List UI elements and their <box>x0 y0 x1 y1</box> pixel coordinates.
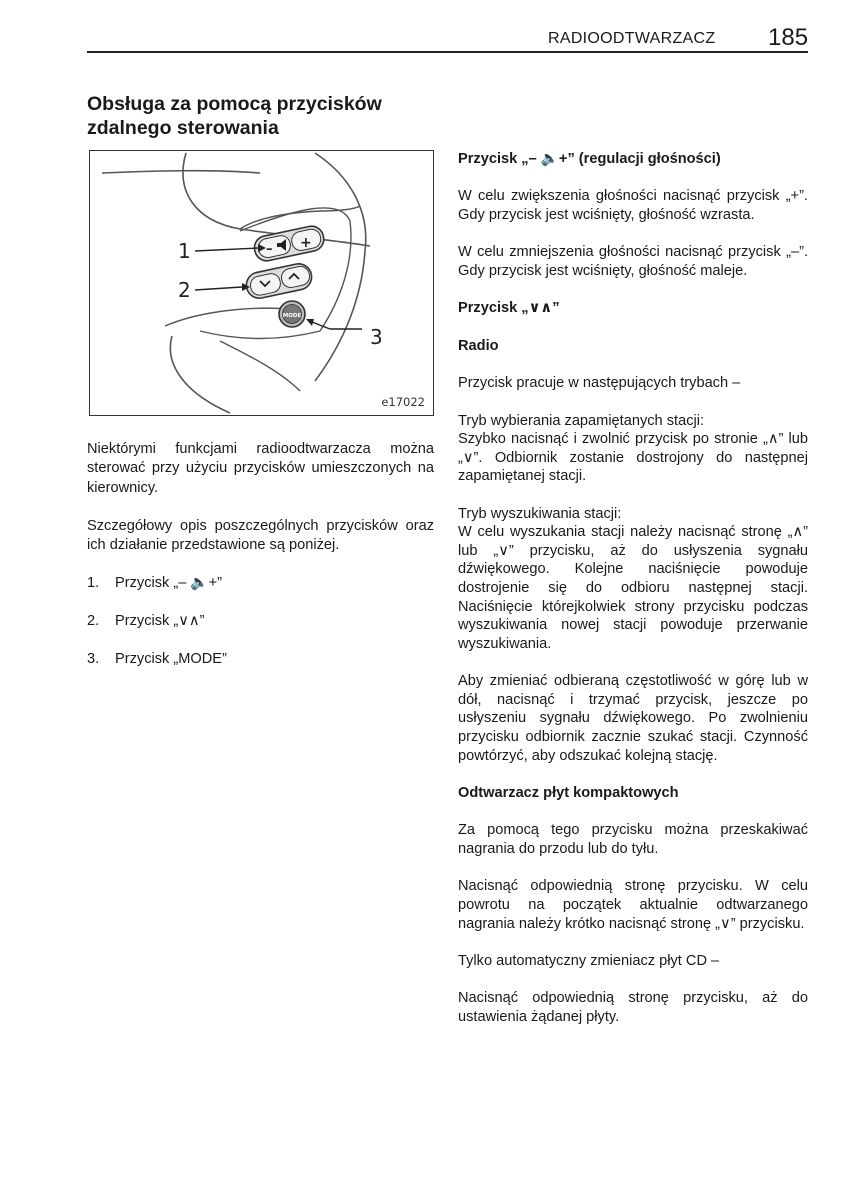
section-title <box>87 92 427 140</box>
seek-button-illustration <box>244 261 314 300</box>
seek-title: Tryb wyszukiwania stacji: <box>458 505 622 522</box>
volume-up-paragraph: W celu zwiększenia głośności nacisnąć przycisk „+”. Gdy przycisk jest wciśnięty, głośność wzrasta. <box>458 188 808 223</box>
figure-code: e17022 <box>381 395 425 409</box>
changer-paragraph: Tylko automatyczny zmieniacz płyt CD – <box>458 952 720 969</box>
callout-number-3: 3 <box>370 325 383 349</box>
steering-wheel-figure <box>89 150 434 416</box>
list-item-text: Przycisk „MODE” <box>115 651 227 668</box>
wheel-rim-inner <box>183 153 370 246</box>
list-item-number: 2. <box>87 613 100 630</box>
details-paragraph: Szczegółowy opis poszczególnych przycisków oraz ich działanie przedstawione są poniżej. <box>87 517 434 554</box>
wheel-spoke-right <box>315 251 365 381</box>
section-title-line1: Obsługa za pomocą przycisków <box>87 93 382 115</box>
page-number: 185 <box>768 24 809 51</box>
cd-paragraph-2: Nacisnąć odpowiednią stronę przycisku. W celu powrotu na początek aktualnie odtwarzanego nagrania należy krótko nacisnąć stronę „∨” przycisku. <box>458 878 808 932</box>
steering-wheel-illustration <box>90 151 432 414</box>
right-column <box>458 150 808 1027</box>
callout-line-1 <box>195 248 258 251</box>
callout-line-3a <box>312 322 330 329</box>
intro-paragraph: Niektórymi funkcjami radioodtwarzacza można sterować przy użyciu przycisków umieszczonych na kierownicy. <box>87 441 434 496</box>
cd-heading: Odtwarzacz płyt kompaktowych <box>458 785 679 802</box>
arrow-3-icon <box>306 319 314 326</box>
list-item-text: Przycisk „– 🔈+” <box>115 575 222 592</box>
callout-number-2: 2 <box>178 278 191 302</box>
radio-heading: Radio <box>458 337 499 354</box>
preset-title: Tryb wybierania zapamiętanych stacji: <box>458 412 705 429</box>
wheel-spoke-edge <box>240 206 360 229</box>
list-item-number: 1. <box>87 575 100 592</box>
preset-paragraph: Szybko nacisnąć i zwolnić przycisk po stronie „∧” lub „∨”. Odbiornik zostanie dostrojony do następnej zapamiętanej stacji. <box>458 431 808 485</box>
volume-minus-label: – <box>266 242 273 257</box>
seek-paragraph: W celu wyszukania stacji należy nacisnąć stronę „∧” lub „∨” przycisku, aż do usłyszenia sygnału dźwiękowego. Kolejne naciśnięcie powoduje dostrojenie się do odbioru następnej stacji. Naciśnięcie którejkolwiek strony przycisku podczas wyszukiwania nowej stacji powoduje przerwanie wyszukiwania. <box>458 524 808 652</box>
header-section-title: RADIOODTWARZACZ <box>548 30 716 47</box>
mode-button-illustration <box>279 301 305 327</box>
left-column <box>87 440 434 688</box>
cd-paragraph-1: Za pomocą tego przycisku można przeskakiwać nagrania do przodu lub do tyłu. <box>458 822 808 857</box>
manual-tune-paragraph: Aby zmieniać odbieraną częstotliwość w górę lub w dół, nacisnąć i trzymać przycisk, jeszcze po usłyszeniu sygnału dźwiękowego. Po zwolnieniu przycisku odbiornik zacznie szukać stacji. Czynność powtórzyć, aby odszukać kolejną stację. <box>458 673 808 764</box>
volume-plus-label: + <box>300 235 312 251</box>
section-title-line2: zdalnego sterowania <box>87 117 279 139</box>
wheel-rim-bottom <box>170 336 230 413</box>
wheel-lower-line <box>165 308 290 326</box>
wheel-rim-top <box>102 171 260 173</box>
volume-down-paragraph: W celu zmniejszenia głośności nacisnąć przycisk „–”. Gdy przycisk jest wciśnięty, głośność maleje. <box>458 244 808 279</box>
volume-heading: Przycisk „– 🔈+” (regulacji głośności) <box>458 151 721 167</box>
button-list <box>87 574 434 669</box>
list-item <box>87 574 434 593</box>
list-item <box>87 650 434 669</box>
header-divider <box>87 51 808 53</box>
updown-heading: Przycisk „∨∧” <box>458 300 560 317</box>
mode-label: MODE <box>282 313 302 319</box>
callout-line-2 <box>195 287 242 290</box>
list-item-text: Przycisk „∨∧” <box>115 613 205 630</box>
modes-paragraph: Przycisk pracuje w następujących trybach – <box>458 375 741 392</box>
list-item <box>87 612 434 631</box>
wheel-rim-bottom-inner <box>220 341 300 391</box>
list-item-number: 3. <box>87 651 100 668</box>
changer-paragraph-2: Nacisnąć odpowiednią stronę przycisku, aż do ustawienia żądanej płyty. <box>458 990 808 1025</box>
callout-number-1: 1 <box>178 239 191 263</box>
volume-button-illustration <box>252 224 326 263</box>
